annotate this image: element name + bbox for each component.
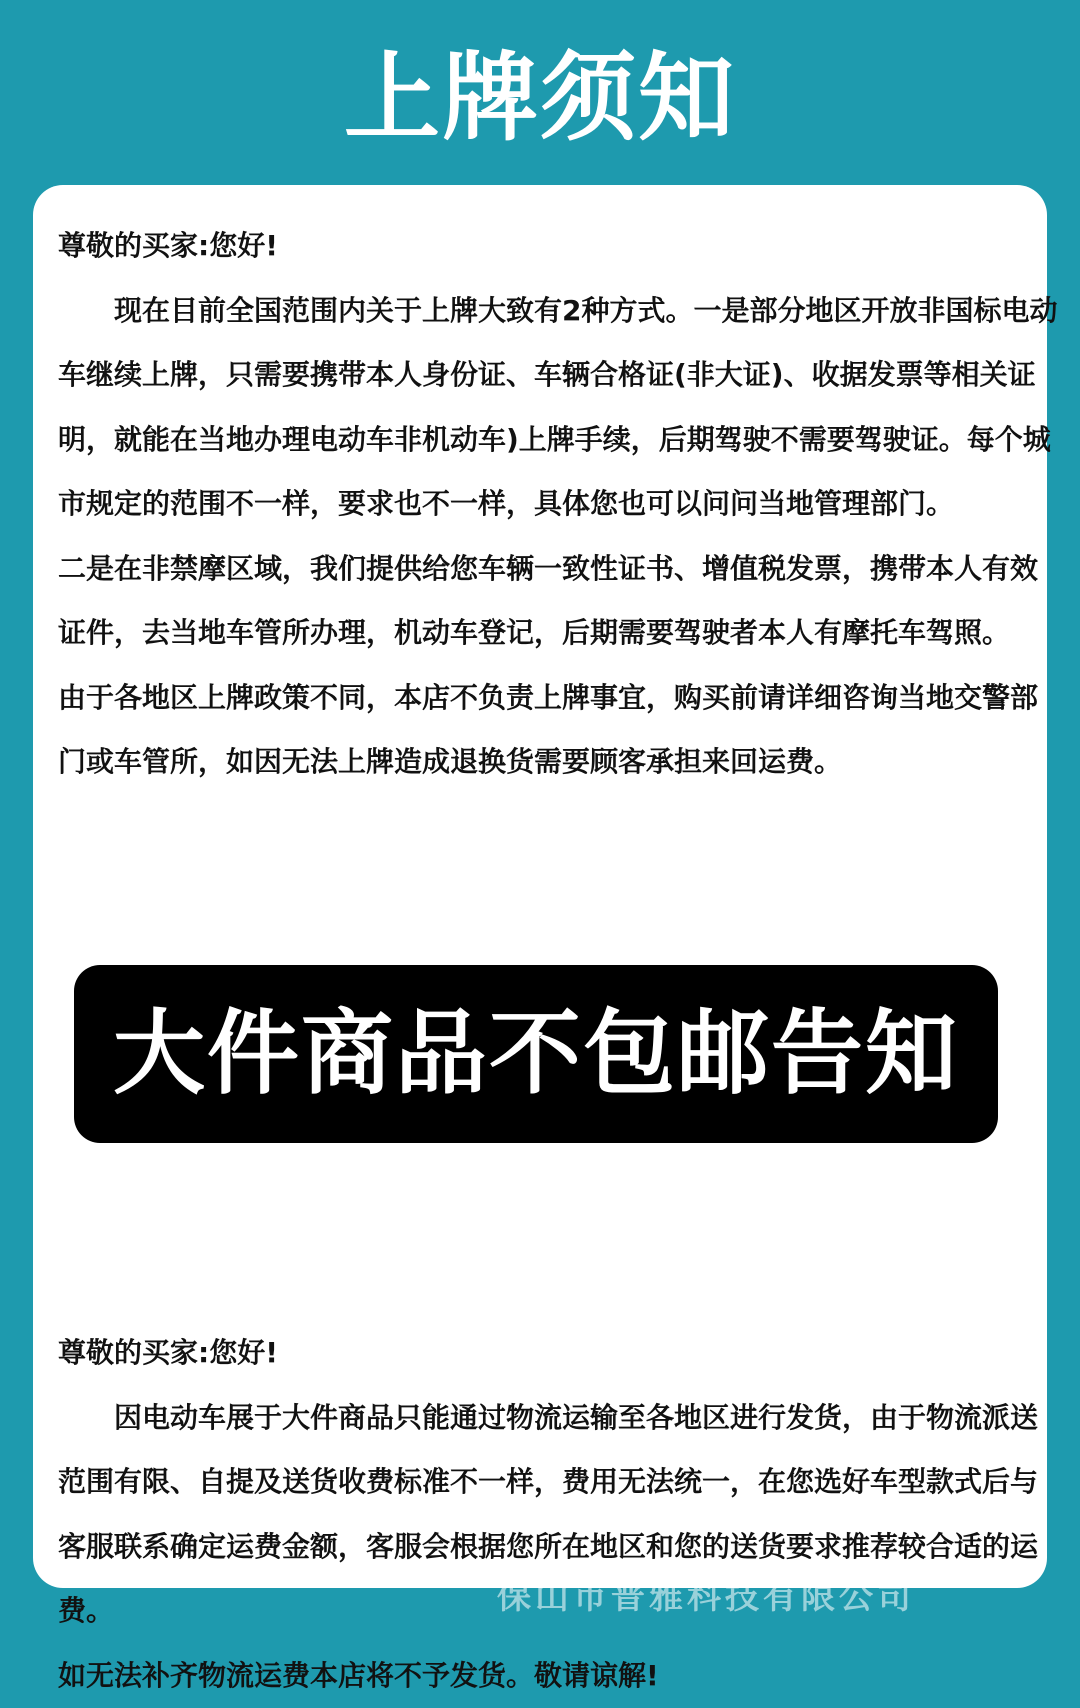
company-watermark: 保山市普雅科技有限公司 [497, 1572, 1057, 1622]
page-title: 上牌须知 [0, 38, 1080, 158]
shipping-notice-section [58, 1321, 1058, 1708]
plate-notice-greeting: 尊敬的买家:您好! [58, 214, 1058, 279]
plate-notice-paragraph-2: 二是在非禁摩区域，我们提供给您车辆一致性证书、增值税发票，携带本人有效证件，去当地车管所办理，机动车登记，后期需要驾驶者本人有摩托车驾照。 [58, 537, 1058, 666]
notice-card [33, 185, 1047, 1588]
shipping-notice-banner: 大件商品不包邮告知 [74, 965, 998, 1143]
plate-notice-section [58, 214, 1058, 795]
plate-notice-paragraph-1: 现在目前全国范围内关于上牌大致有2种方式。一是部分地区开放非国标电动车继续上牌，只需要携带本人身份证、车辆合格证(非大证)、收据发票等相关证明，就能在当地办理电动车非机动车)上牌手续，后期驾驶不需要驾驶证。每个城市规定的范围不一样，要求也不一样，具体您也可以问问当地管理部门。 [58, 279, 1058, 537]
shipping-notice-paragraph-2: 如无法补齐物流运费本店将不予发货。敬请谅解! [58, 1644, 1058, 1708]
plate-notice-paragraph-3: 由于各地区上牌政策不同，本店不负责上牌事宜，购买前请详细咨询当地交警部门或车管所，如因无法上牌造成退换货需要顾客承担来回运费。 [58, 666, 1058, 795]
shipping-notice-paragraph-1: 因电动车展于大件商品只能通过物流运输至各地区进行发货，由于物流派送范围有限、自提及送货收费标准不一样，费用无法统一，在您选好车型款式后与客服联系确定运费金额，客服会根据您所在地区和您的送货要求推荐较合适的运费。 [58, 1386, 1058, 1644]
shipping-notice-greeting: 尊敬的买家:您好! [58, 1321, 1058, 1386]
